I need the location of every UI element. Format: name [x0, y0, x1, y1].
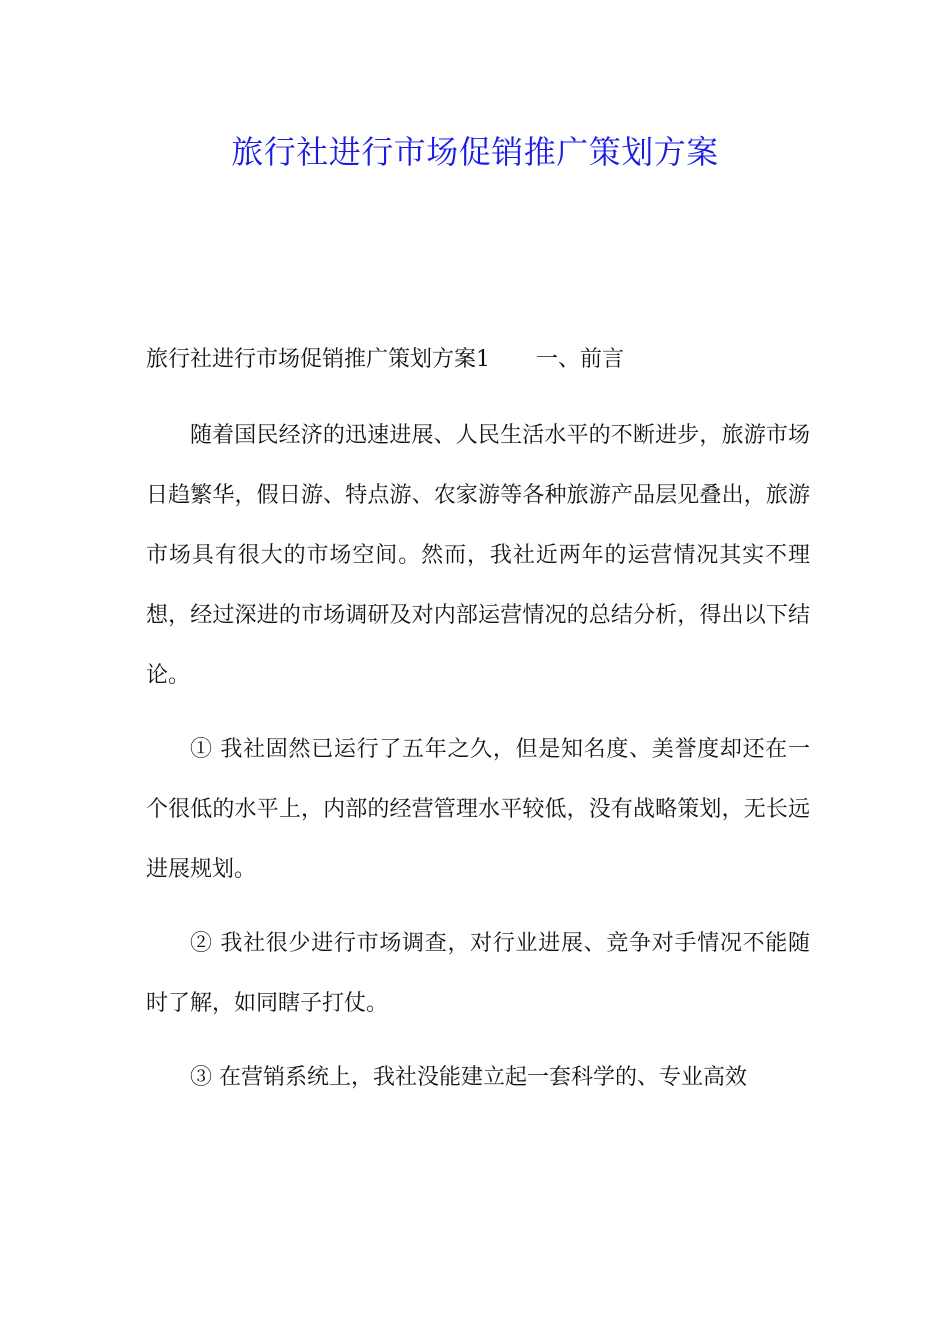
paragraph-point-1: ① 我社固然已运行了五年之久，但是知名度、美誉度却还在一个很低的水平上，内部的经营管理水平较低，没有战略策划，无长远进展规划。 [146, 737, 810, 882]
document-title: 旅行社进行市场促销推广策划方案 [231, 133, 719, 171]
subsection-title: 一、前言 [536, 347, 625, 372]
document-body [146, 406, 810, 1108]
paragraph-point-2: ② 我社很少进行市场调查，对行业进展、竞争对手情况不能随时了解，如同瞎子打仗。 [146, 931, 810, 1016]
section-title: 旅行社进行市场促销推广策划方案1 [146, 347, 490, 372]
paragraph-point-3: ③ 在营销系统上，我社没能建立起一套科学的、专业高效 [190, 1065, 747, 1090]
paragraph-intro: 随着国民经济的迅速进展、人民生活水平的不断进步，旅游市场日趋繁华，假日游、特点游、农家游等各种旅游产品层见叠出，旅游市场具有很大的市场空间。然而，我社近两年的运营情况其实不理想，经过深进的市场调研及对内部运营情况的总结分析，得出以下结论。 [146, 423, 810, 688]
section-heading [146, 342, 810, 378]
